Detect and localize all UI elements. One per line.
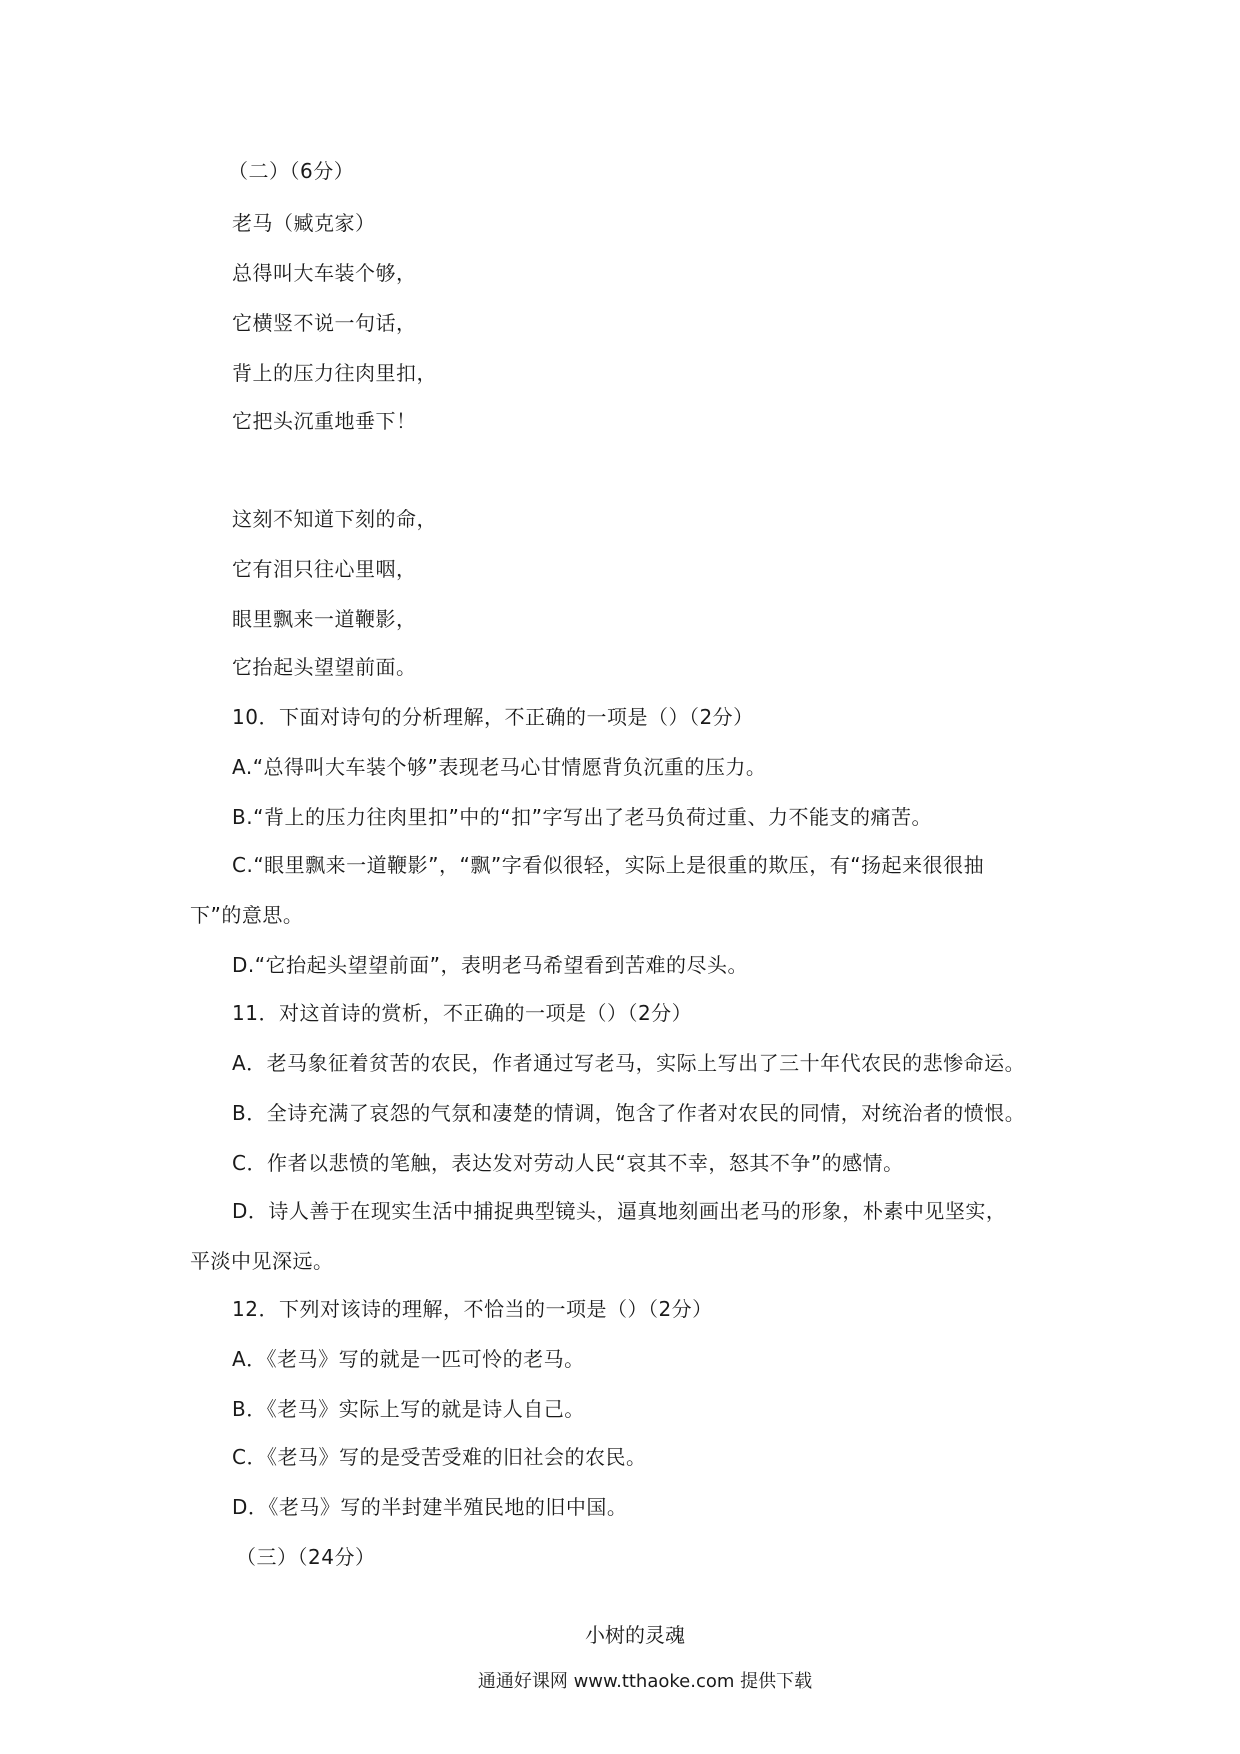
option-a: A．老马象征着贫苦的农民，作者通过写老马，实际上写出了三十年代农民的悲惨命运。: [232, 1051, 1026, 1075]
poem-line: 眼里飘来一道鞭影，: [232, 607, 417, 631]
poem-line: 它把头沉重地垂下！: [232, 409, 417, 433]
story-title: 小树的灵魂: [585, 1623, 685, 1647]
question-stem: 12．下列对该诗的理解，不恰当的一项是（）（2分）: [232, 1297, 713, 1321]
poem-line: 背上的压力往肉里扣，: [232, 361, 437, 385]
poem-line: 它抬起头望望前面。: [232, 655, 417, 679]
question-stem: 10．下面对诗句的分析理解，不正确的一项是（）（2分）: [232, 705, 754, 729]
option-a: A．《老马》写的就是一匹可怜的老马。: [232, 1347, 585, 1371]
option-b: B.“背上的压力往肉里扣”中的“扣”字写出了老马负荷过重、力不能支的痛苦。: [232, 805, 933, 829]
poem-line: 它有泪只往心里咽，: [232, 557, 417, 581]
question-stem: 11．对这首诗的赏析，不正确的一项是（）（2分）: [232, 1001, 693, 1025]
option-a: A.“总得叫大车装个够”表现老马心甘情愿背负沉重的压力。: [232, 755, 767, 779]
section3-heading: （三）（24分）: [236, 1545, 376, 1569]
option-d-continued: 平淡中见深远。: [190, 1249, 334, 1273]
option-c: C．作者以悲愤的笔触，表达发对劳动人民“哀其不幸，怒其不争”的感情。: [232, 1151, 904, 1175]
page-footer: 通通好课网 www.tthaoke.com 提供下载: [477, 1671, 813, 1692]
option-d: D．《老马》写的半封建半殖民地的旧中国。: [232, 1495, 628, 1519]
option-d: D．诗人善于在现实生活中捕捉典型镜头，逼真地刻画出老马的形象，朴素中见坚实，: [232, 1199, 1007, 1223]
poem-line: 这刻不知道下刻的命，: [232, 507, 437, 531]
poem-title: 老马（臧克家）: [232, 211, 376, 235]
option-d: D.“它抬起头望望前面”，表明老马希望看到苦难的尽头。: [232, 953, 748, 977]
option-b: B．《老马》实际上写的就是诗人自己。: [232, 1397, 585, 1421]
option-c: C．《老马》写的是受苦受难的旧社会的农民。: [232, 1445, 647, 1469]
option-c-continued: 下”的意思。: [190, 903, 304, 927]
poem-line: 总得叫大车装个够，: [232, 261, 417, 285]
poem-line: 它横竖不说一句话，: [232, 311, 417, 335]
option-c: C.“眼里飘来一道鞭影”，“飘”字看似很轻，实际上是很重的欺压，有“扬起来很很抽: [232, 853, 985, 877]
section2-heading: （二）（6分）: [228, 159, 355, 183]
option-b: B．全诗充满了哀怨的气氛和凄楚的情调，饱含了作者对农民的同情，对统治者的愤恨。: [232, 1101, 1026, 1125]
